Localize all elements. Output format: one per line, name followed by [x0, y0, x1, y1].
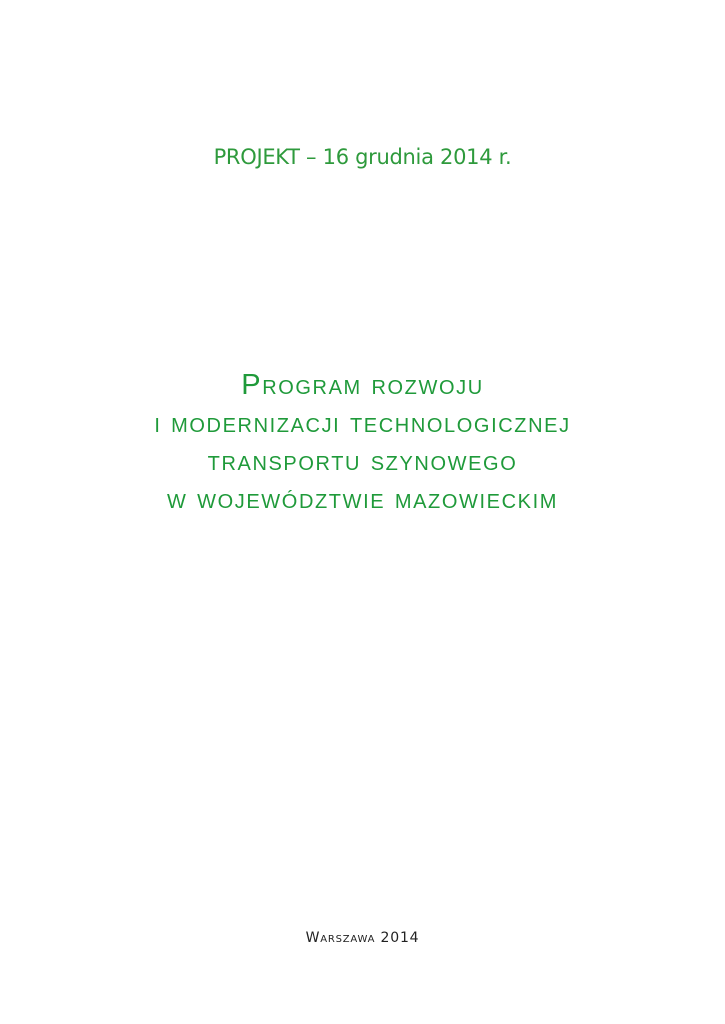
title-line-2: i modernizacji technologicznej	[154, 407, 571, 439]
title-line-3: transportu szynowego	[207, 445, 518, 477]
title-line-1: Program rozwoju	[241, 369, 484, 401]
title-line-4: w województwie mazowieckim	[167, 483, 558, 515]
document-title	[0, 366, 725, 518]
place-and-year: Warszawa 2014	[305, 930, 420, 946]
draft-note: PROJEKT – 16 grudnia 2014 r.	[213, 145, 512, 169]
